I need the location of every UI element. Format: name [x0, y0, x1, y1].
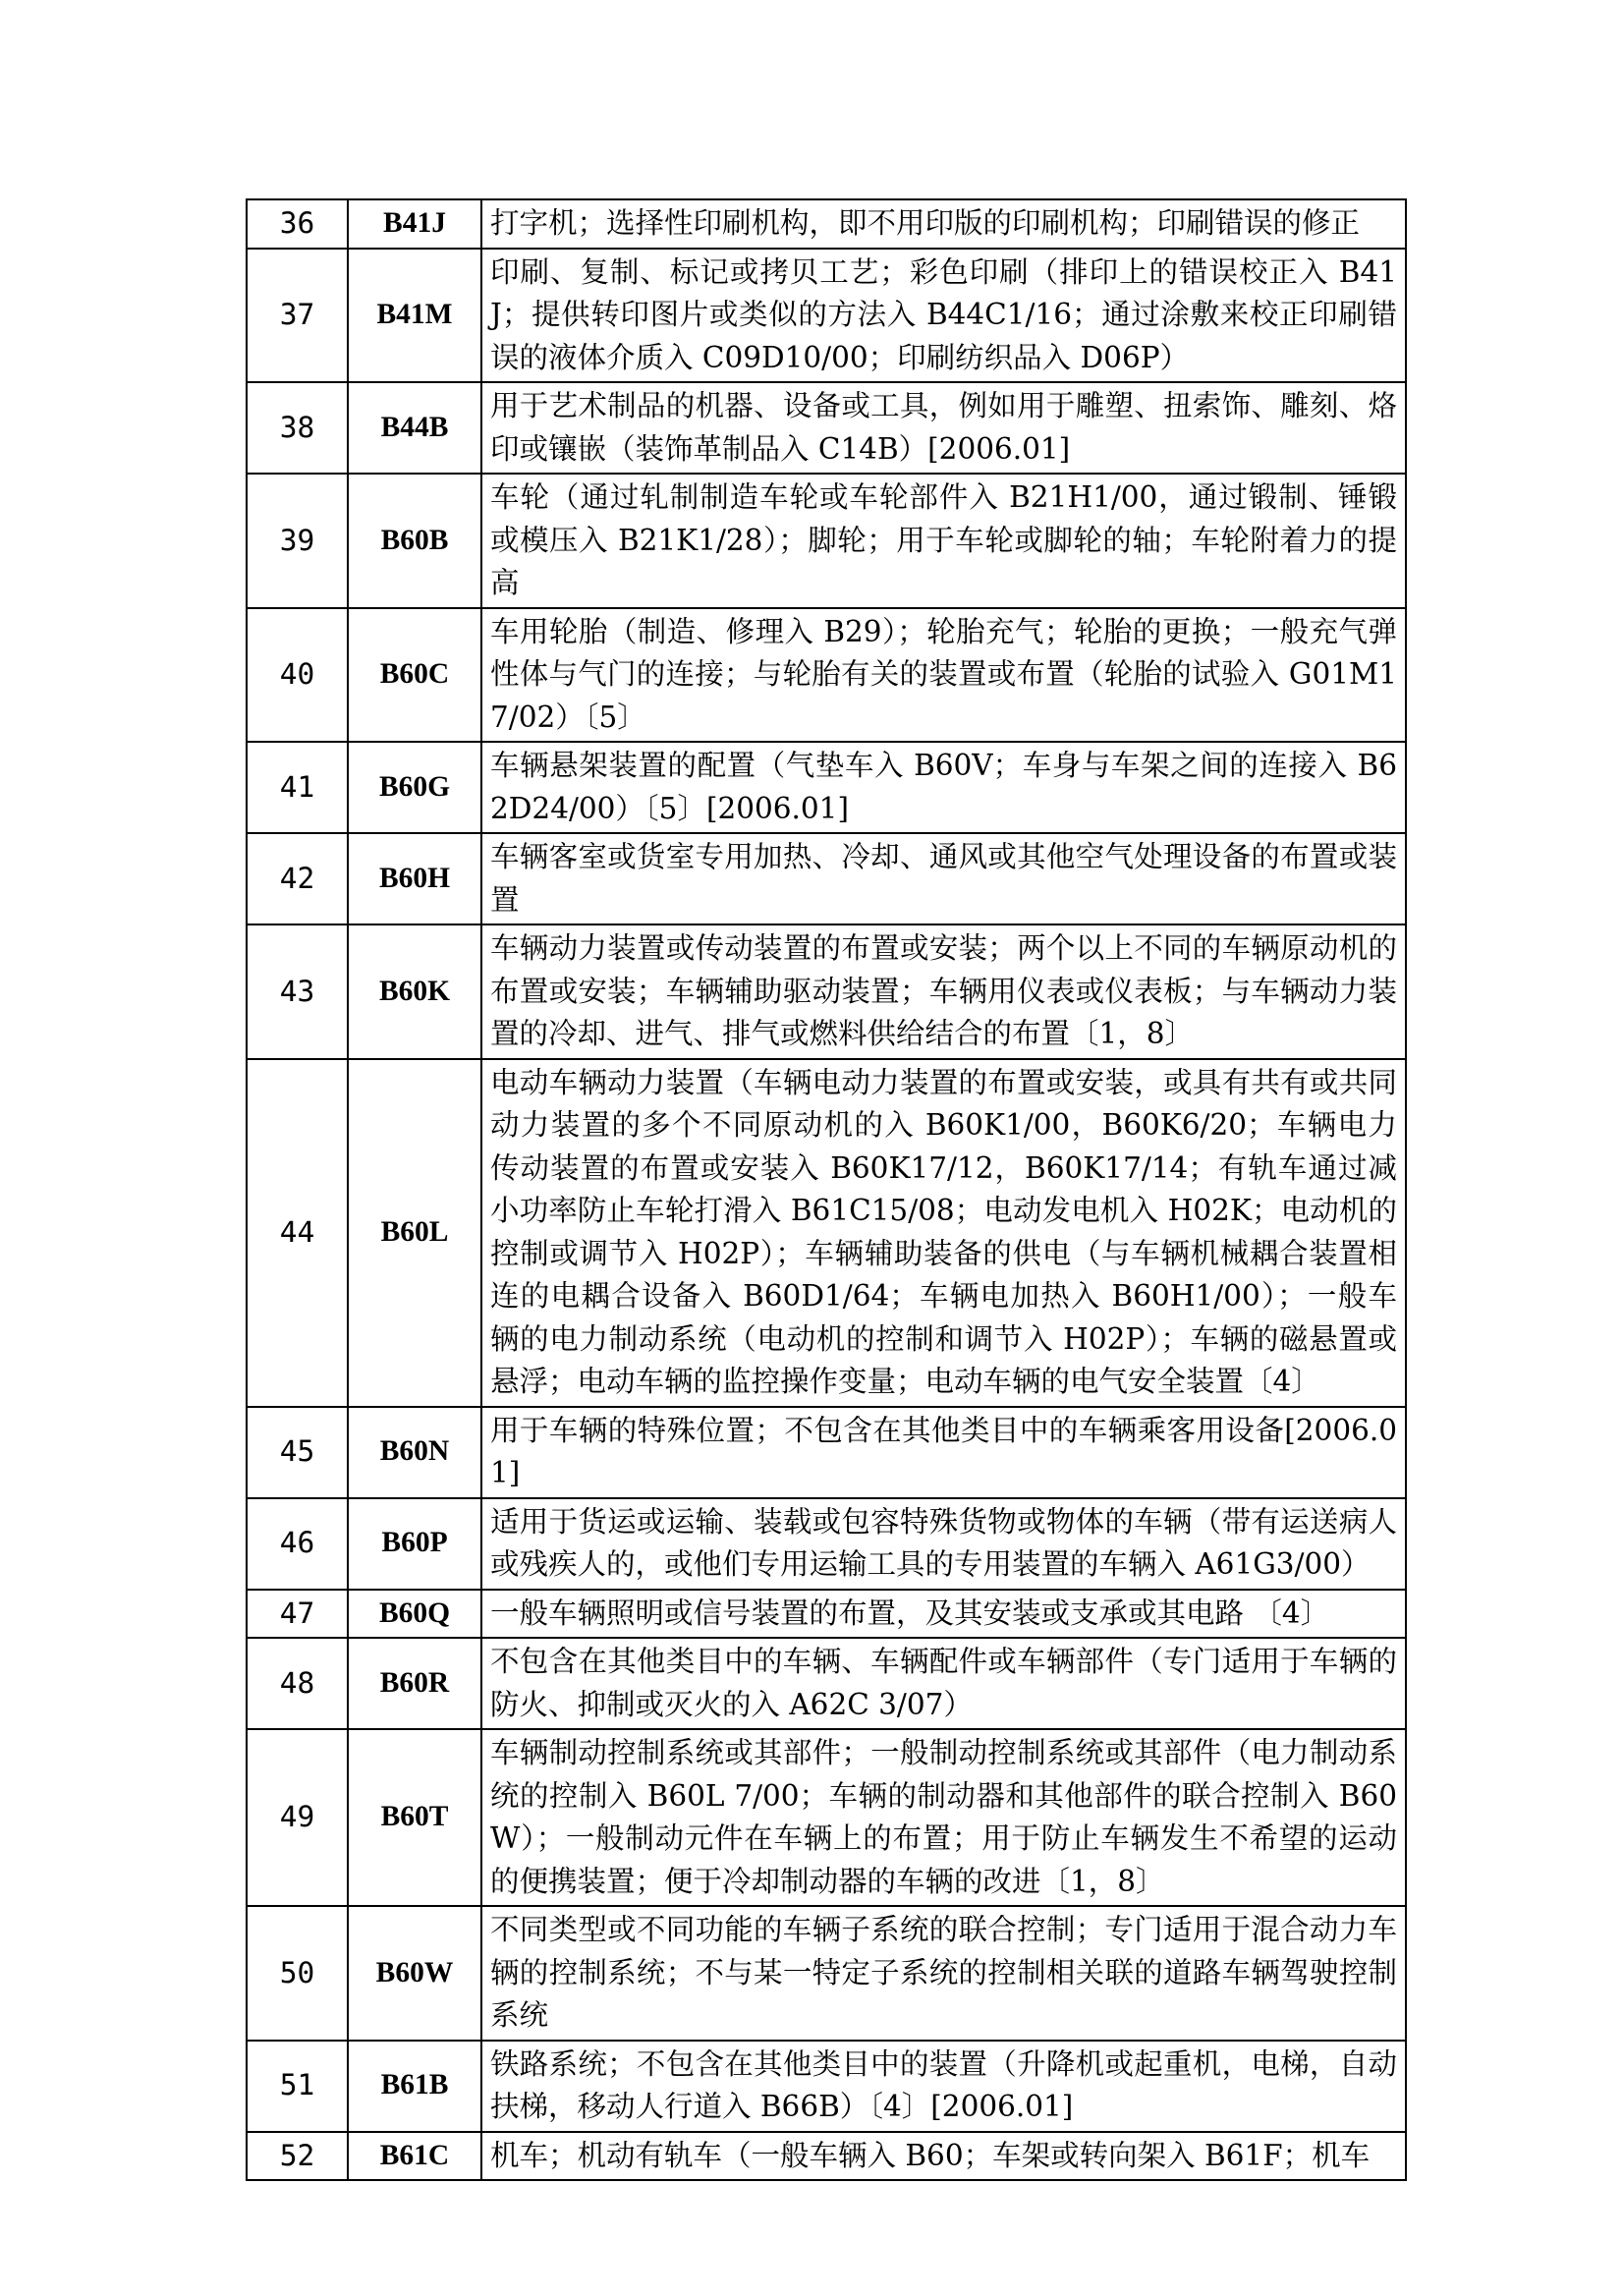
table-row — [247, 249, 1406, 383]
table-row — [247, 2132, 1406, 2181]
row-number: 46 — [247, 1498, 348, 1590]
row-number: 50 — [247, 1906, 348, 2041]
row-number: 45 — [247, 1407, 348, 1498]
table-row — [247, 199, 1406, 249]
row-number: 39 — [247, 474, 348, 608]
ipc-class-table — [246, 198, 1407, 2181]
ipc-description: 电动车辆动力装置（车辆电动力装置的布置或安装，或具有共有或共同动力装置的多个不同原动机的入 B60K1/00，B60K6/20；车辆电力传动装置的布置或安装入 B60K17/12，B60K17/14；有轨车通过减小功率防止车轮打滑入 B61C15/08；电动发电机入 H02K；电动机的控制或调节入 H02P）；车辆辅助装备的供电（与车辆机械耦合装置相连的电耦合设备入 B60D1/64；车辆电加热入 B60H1/00）；一般车辆的电力制动系统（电动机的控制和调节入 H02P）；车辆的磁悬置或悬浮；电动车辆的监控操作变量；电动车辆的电气安全装置〔4〕 — [481, 1059, 1406, 1407]
ipc-code: B60W — [348, 1906, 481, 2041]
table-row — [247, 382, 1406, 474]
table-row — [247, 1638, 1406, 1729]
ipc-description: 机车；机动有轨车（一般车辆入 B60；车架或转向架入 B61F；机车 — [481, 2132, 1406, 2181]
ipc-code: B60Q — [348, 1590, 481, 1639]
row-number: 51 — [247, 2041, 348, 2132]
ipc-code: B60R — [348, 1638, 481, 1729]
table-row — [247, 1498, 1406, 1590]
ipc-description: 车轮（通过轧制制造车轮或车轮部件入 B21H1/00，通过锻制、锤锻或模压入 B21K1/28）；脚轮；用于车轮或脚轮的轴；车轮附着力的提高 — [481, 474, 1406, 608]
row-number: 49 — [247, 1729, 348, 1906]
ipc-code: B41J — [348, 199, 481, 249]
table-row — [247, 2041, 1406, 2132]
row-number: 41 — [247, 742, 348, 833]
ipc-description: 车辆悬架装置的配置（气垫车入 B60V；车身与车架之间的连接入 B62D24/00）〔5〕[2006.01] — [481, 742, 1406, 833]
table-row — [247, 742, 1406, 833]
ipc-description: 用于艺术制品的机器、设备或工具，例如用于雕塑、扭索饰、雕刻、烙印或镶嵌（装饰革制品入 C14B）[2006.01] — [481, 382, 1406, 474]
ipc-code: B60C — [348, 608, 481, 743]
ipc-description: 车辆客室或货室专用加热、冷却、通风或其他空气处理设备的布置或装置 — [481, 833, 1406, 924]
ipc-code: B41M — [348, 249, 481, 383]
ipc-description: 车辆动力装置或传动装置的布置或安装；两个以上不同的车辆原动机的布置或安装；车辆辅助驱动装置；车辆用仪表或仪表板；与车辆动力装置的冷却、进气、排气或燃料供给结合的布置〔1，8〕 — [481, 924, 1406, 1059]
table-row — [247, 608, 1406, 743]
ipc-code: B60P — [348, 1498, 481, 1590]
table-row — [247, 833, 1406, 924]
row-number: 37 — [247, 249, 348, 383]
ipc-description: 适用于货运或运输、装载或包容特殊货物或物体的车辆（带有运送病人或残疾人的，或他们专用运输工具的专用装置的车辆入 A61G3/00） — [481, 1498, 1406, 1590]
row-number: 38 — [247, 382, 348, 474]
ipc-description: 打字机；选择性印刷机构，即不用印版的印刷机构；印刷错误的修正 — [481, 199, 1406, 249]
table-row — [247, 1059, 1406, 1407]
row-number: 44 — [247, 1059, 348, 1407]
ipc-code: B61B — [348, 2041, 481, 2132]
ipc-code: B60K — [348, 924, 481, 1059]
row-number: 52 — [247, 2132, 348, 2181]
ipc-description: 不包含在其他类目中的车辆、车辆配件或车辆部件（专门适用于车辆的防火、抑制或灭火的入 A62C 3/07） — [481, 1638, 1406, 1729]
table-row — [247, 1729, 1406, 1906]
ipc-description: 不同类型或不同功能的车辆子系统的联合控制；专门适用于混合动力车辆的控制系统；不与某一特定子系统的控制相关联的道路车辆驾驶控制系统 — [481, 1906, 1406, 2041]
ipc-code: B60T — [348, 1729, 481, 1906]
ipc-code: B60L — [348, 1059, 481, 1407]
ipc-description: 车用轮胎（制造、修理入 B29）；轮胎充气；轮胎的更换；一般充气弹性体与气门的连接；与轮胎有关的装置或布置（轮胎的试验入 G01M17/02）〔5〕 — [481, 608, 1406, 743]
ipc-code: B44B — [348, 382, 481, 474]
ipc-description: 用于车辆的特殊位置；不包含在其他类目中的车辆乘客用设备[2006.01] — [481, 1407, 1406, 1498]
table-row — [247, 1590, 1406, 1639]
ipc-description: 铁路系统；不包含在其他类目中的装置（升降机或起重机，电梯，自动扶梯，移动人行道入 B66B）〔4〕[2006.01] — [481, 2041, 1406, 2132]
ipc-code: B60N — [348, 1407, 481, 1498]
row-number: 47 — [247, 1590, 348, 1639]
ipc-description: 车辆制动控制系统或其部件；一般制动控制系统或其部件（电力制动系统的控制入 B60L 7/00；车辆的制动器和其他部件的联合控制入 B60W）；一般制动元件在车辆上的布置；用于防止车辆发生不希望的运动的便携装置；便于冷却制动器的车辆的改进〔1，8〕 — [481, 1729, 1406, 1906]
table-row — [247, 1407, 1406, 1498]
ipc-code: B60B — [348, 474, 481, 608]
row-number: 40 — [247, 608, 348, 743]
row-number: 48 — [247, 1638, 348, 1729]
row-number: 42 — [247, 833, 348, 924]
ipc-description: 印刷、复制、标记或拷贝工艺；彩色印刷（排印上的错误校正入 B41J；提供转印图片或类似的方法入 B44C1/16；通过涂敷来校正印刷错误的液体介质入 C09D10/00；印刷纺织品入 D06P） — [481, 249, 1406, 383]
ipc-code: B60G — [348, 742, 481, 833]
table-row — [247, 1906, 1406, 2041]
ipc-description: 一般车辆照明或信号装置的布置，及其安装或支承或其电路 〔4〕 — [481, 1590, 1406, 1639]
ipc-code: B60H — [348, 833, 481, 924]
row-number: 36 — [247, 199, 348, 249]
ipc-code: B61C — [348, 2132, 481, 2181]
row-number: 43 — [247, 924, 348, 1059]
table-row — [247, 474, 1406, 608]
table-row — [247, 924, 1406, 1059]
